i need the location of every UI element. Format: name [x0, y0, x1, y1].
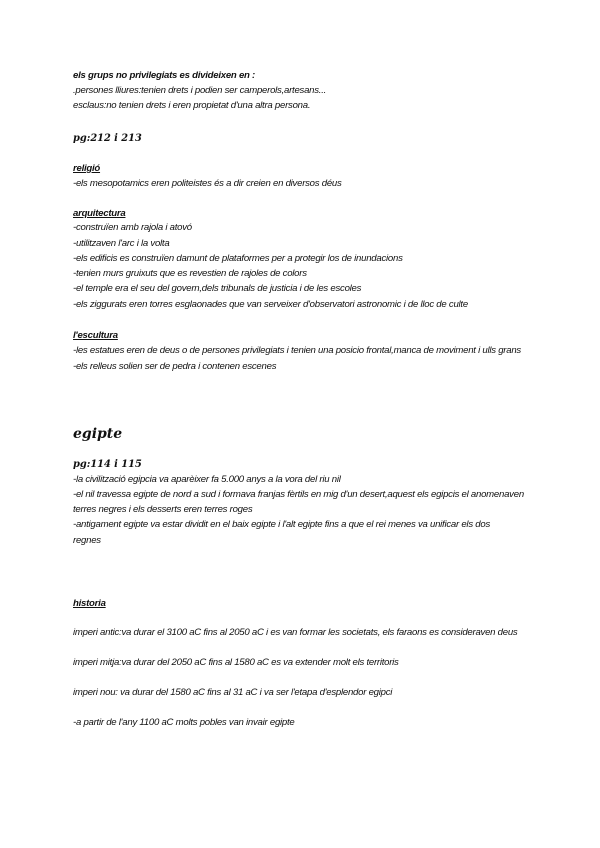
section-heading-religio: religió [73, 163, 101, 174]
section-heading-arquitectura: arquitectura [73, 208, 126, 219]
text-line: -antigament egipte va estar dividit en el baix egipte i l'alt egipte fins a que el rei menes va unificar els dos [73, 519, 490, 530]
section-heading-escultura: l'escultura [73, 330, 118, 341]
text-line: -el temple era el seu del govern,dels tribunals de justicia i de les escoles [73, 283, 362, 294]
text-line: -els mesopotamics eren politeistes és a dir creien en diversos déus [73, 178, 342, 189]
page-reference: pg:114 i 115 [73, 459, 142, 470]
text-line: -construïen amb rajola i atovó [73, 222, 192, 233]
section-heading-non-privileged: els grups no privilegiats es divideixen en : [73, 70, 255, 81]
text-line: imperi antic:va durar el 3100 aC fins al 2050 aC i es van formar les societats, els faraons es consideraven deus [73, 627, 518, 638]
text-line: esclaus:no tenien drets i eren propietat d'una altra persona. [73, 100, 311, 111]
text-line: -a partir de l'any 1100 aC molts pobles van invair egipte [73, 717, 295, 728]
page-reference: pg:212 i 213 [73, 133, 142, 144]
text-line: -tenien murs gruixuts que es revestien de rajoles de colors [73, 268, 307, 279]
text-line: -els relleus solien ser de pedra i contenen escenes [73, 361, 277, 372]
text-line: imperi nou: va durar del 1580 aC fins al 31 aC i va ser l'etapa d'esplendor egipci [73, 687, 393, 698]
text-line: regnes [73, 535, 101, 546]
text-line: -utilitzaven l'arc i la volta [73, 238, 170, 249]
text-line: -les estatues eren de deus o de persones privilegiats i tenien una posicio frontal,manca de moviment i ulls grans [73, 345, 521, 356]
section-title-egipte: egipte [73, 426, 123, 442]
text-line: imperi mitja:va durar del 2050 aC fins al 1580 aC es va extender molt els territoris [73, 657, 399, 668]
text-line: -els ziggurats eren torres esglaonades que van serveixer d'observatori astronomic i de lloc de culte [73, 299, 468, 310]
text-line: terres negres i els desserts eren terres roges [73, 504, 253, 515]
text-line: .persones lliures:tenien drets i podien ser camperols,artesans... [73, 85, 327, 96]
text-line: -la civilització egipcia va aparèixer fa 5.000 anys a la vora del riu nil [73, 474, 341, 485]
text-line: -el nil travessa egipte de nord a sud i formava franjas fèrtils en mig d'un desert,aquest els egipcis el anomenaven [73, 489, 524, 500]
text-line: -els edificis es construïen damunt de plataformes per a protegir los de inundacions [73, 253, 403, 264]
section-heading-historia: historia [73, 598, 106, 609]
